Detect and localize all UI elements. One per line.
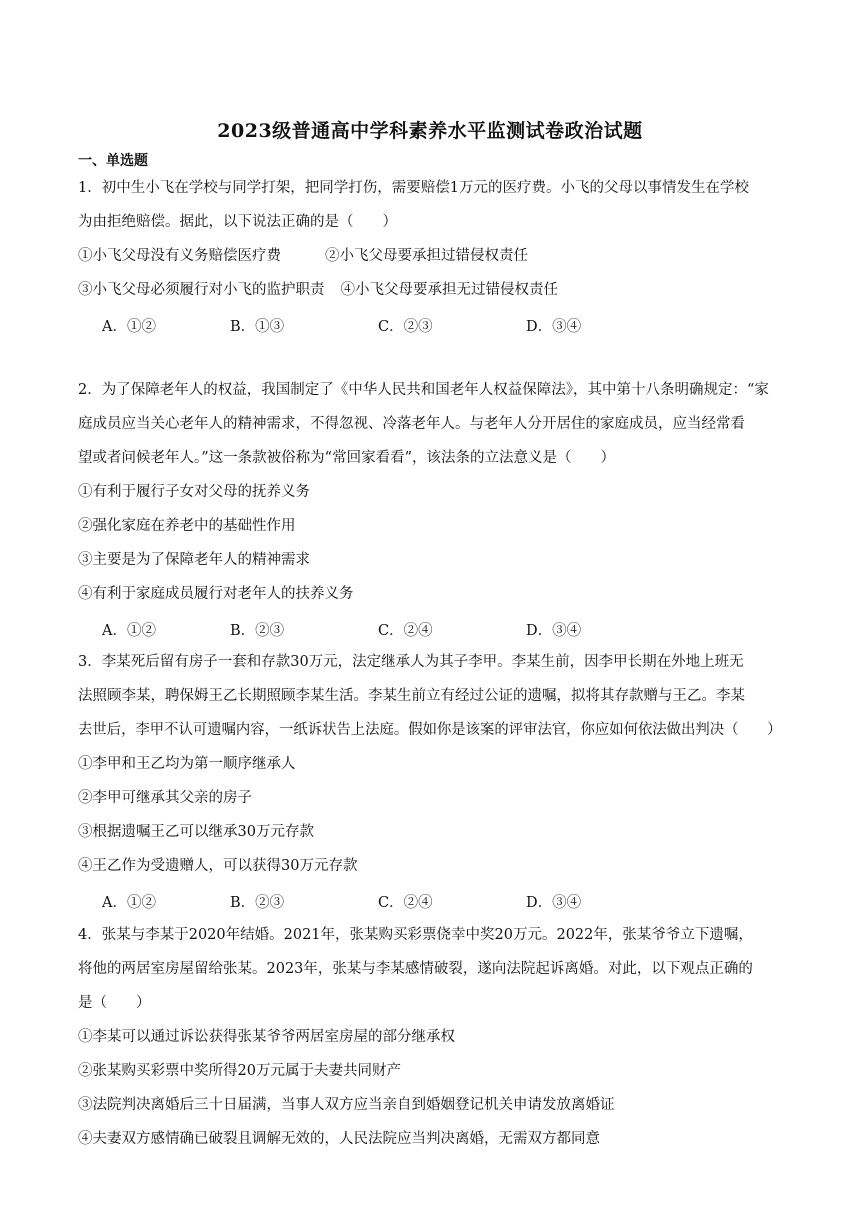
- q2-stem-line-3: 望或者问候老年人。”这一条款被俗称为“常回家看看”，该法条的立法意义是（ ）: [78, 450, 615, 466]
- q3-option-b[interactable]: B．②③: [230, 895, 285, 911]
- q1-option-b[interactable]: B．①③: [230, 319, 285, 335]
- q4-stem-line-2: 将他的两居室房屋留给张某。2023年，张某与李某感情破裂，遂向法院起诉离婚。对此，以下观点正确的: [78, 961, 753, 977]
- q1-option-d[interactable]: D．③④: [526, 319, 582, 335]
- q3-item-3: ③根据遗嘱王乙可以继承30万元存款: [78, 824, 314, 840]
- q1-items-row-1: [78, 246, 528, 266]
- q2-option-b[interactable]: B．②③: [230, 623, 285, 639]
- q2-stem-line-1: 2．为了保障老年人的权益，我国制定了《中华人民共和国老年人权益保障法》，其中第十八条明确规定：“家: [78, 382, 769, 398]
- q4-item-3: ③法院判决离婚后三十日届满，当事人双方应当亲自到婚姻登记机关申请发放离婚证: [78, 1097, 615, 1113]
- q1-stem-line-1: 1．初中生小飞在学校与同学打架，把同学打伤，需要赔偿1万元的医疗费。小飞的父母以事情发生在学校: [78, 180, 749, 196]
- q1-option-a[interactable]: A．①②: [102, 319, 156, 335]
- q3-stem-line-1: 3．李某死后留有房子一套和存款30万元，法定继承人为其子李甲。李某生前，因李甲长期在外地上班无: [78, 654, 744, 670]
- q3-item-1: ①李甲和王乙均为第一顺序继承人: [78, 756, 296, 772]
- q4-stem-line-1: 4．张某与李某于2020年结婚。2021年，张某购买彩票侥幸中奖20万元。2022年，张某爷爷立下遗嘱，: [78, 927, 753, 943]
- q2-stem-line-2: 庭成员应当关心老年人的精神需求，不得忽视、冷落老年人。与老年人分开居住的家庭成员，应当经常看: [78, 416, 745, 432]
- q1-option-c[interactable]: C．②③: [378, 319, 433, 335]
- page-title: 2023级普通高中学科素养水平监测试卷政治试题: [217, 120, 643, 142]
- q1-items-row-2: [78, 280, 558, 300]
- q3-option-a[interactable]: A．①②: [102, 895, 156, 911]
- q3-item-2: ②李甲可继承其父亲的房子: [78, 790, 252, 806]
- q4-item-1: ①李某可以通过诉讼获得张某爷爷两居室房屋的部分继承权: [78, 1029, 455, 1045]
- q2-item-3: ③主要是为了保障老年人的精神需求: [78, 552, 310, 568]
- q3-stem-line-2: 法照顾李某，聘保姆王乙长期照顾李某生活。李某生前立有经过公证的遗嘱，拟将其存款赠与王乙。李某: [78, 688, 745, 704]
- q1-item-4: ④小飞父母要承担无过错侵权责任: [340, 282, 558, 298]
- q3-stem-line-3: 去世后，李甲不认可遗嘱内容，一纸诉状告上法庭。假如你是该案的评审法官，你应如何依法做出判决（ ）: [78, 722, 782, 738]
- q3-item-4: ④王乙作为受遗赠人，可以获得30万元存款: [78, 858, 358, 874]
- q2-item-1: ①有利于履行子女对父母的抚养义务: [78, 484, 310, 500]
- q4-stem-line-3: 是（ ）: [78, 995, 151, 1011]
- q4-item-4: ④夫妻双方感情确已破裂且调解无效的，人民法院应当判决离婚，无需双方都同意: [78, 1131, 600, 1147]
- q1-item-2: ②小飞父母要承担过错侵权责任: [325, 248, 528, 264]
- q2-item-2: ②强化家庭在养老中的基础性作用: [78, 518, 296, 534]
- q2-option-d[interactable]: D．③④: [526, 623, 582, 639]
- q1-item-3: ③小飞父母必须履行对小飞的监护职责: [78, 282, 325, 298]
- q3-option-c[interactable]: C．②④: [378, 895, 433, 911]
- section-heading: 一、单选题: [78, 153, 148, 169]
- q2-item-4: ④有利于家庭成员履行对老年人的扶养义务: [78, 586, 354, 602]
- q2-option-c[interactable]: C．②④: [378, 623, 433, 639]
- q1-item-1: ①小飞父母没有义务赔偿医疗费: [78, 248, 281, 264]
- q1-stem-line-2: 为由拒绝赔偿。据此，以下说法正确的是（ ）: [78, 214, 397, 230]
- q2-option-a[interactable]: A．①②: [102, 623, 156, 639]
- q3-option-d[interactable]: D．③④: [526, 895, 582, 911]
- q4-item-2: ②张某购买彩票中奖所得20万元属于夫妻共同财产: [78, 1063, 401, 1079]
